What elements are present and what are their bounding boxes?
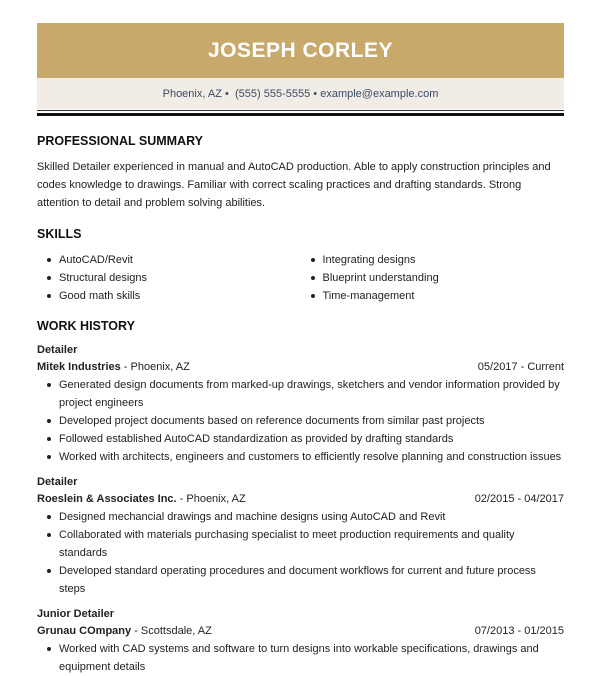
company-location: - Scottsdale, AZ	[131, 625, 212, 637]
skills-column-2	[301, 251, 565, 305]
resume-body	[37, 134, 564, 676]
skill-item: Structural designs	[37, 269, 301, 287]
candidate-name: JOSEPH CORLEY	[207, 38, 394, 62]
contact-bar	[37, 78, 564, 109]
skill-item: Good math skills	[37, 287, 301, 305]
job-title: Detailer	[37, 344, 78, 356]
contact-separator: •	[225, 87, 229, 100]
job-entry	[37, 342, 564, 466]
skills-heading: SKILLS	[37, 227, 82, 241]
job-entry	[37, 606, 564, 676]
skills-section	[37, 227, 564, 305]
company-name: Grunau COmpany	[37, 625, 132, 637]
job-bullet: Worked with architects, engineers and customers to efficiently resolve planning and construction issues	[37, 448, 564, 466]
job-dates: 02/2015 - 04/2017	[474, 493, 564, 505]
skill-item: Time-management	[301, 287, 565, 305]
job-bullet: Worked with CAD systems and software to turn designs into workable specifications, drawings and equipment details	[37, 640, 564, 676]
company-name: Mitek Industries	[37, 361, 121, 373]
divider-thin	[37, 110, 564, 111]
company-location: - Phoenix, AZ	[120, 361, 190, 373]
job-bullet: Designed mechancial drawings and machine designs using AutoCAD and Revit	[37, 508, 564, 526]
job-dates: 05/2017 - Current	[477, 361, 564, 373]
contact-separator: •	[313, 87, 318, 100]
skills-column-1	[37, 251, 301, 305]
company-location: - Phoenix, AZ	[176, 493, 246, 505]
summary-section	[37, 134, 564, 212]
contact-email[interactable]: example@example.com	[320, 87, 439, 100]
skills-list	[37, 251, 564, 305]
job-bullet: Developed standard operating procedures and document workflows for current and future process steps	[37, 562, 564, 598]
job-bullets	[37, 508, 564, 598]
skill-item: AutoCAD/Revit	[37, 251, 301, 269]
contact-phone: (555) 555-5555	[234, 87, 311, 100]
job-employer-line	[37, 359, 564, 376]
job-bullet: Generated design documents from marked-up drawings, sketchers and vendor information provided by project engineers	[37, 376, 564, 412]
job-bullet: Developed project documents based on reference documents from similar past projects	[37, 412, 564, 430]
work-heading: WORK HISTORY	[37, 319, 135, 333]
job-bullets	[37, 640, 564, 676]
divider-thick	[37, 113, 564, 116]
name-banner	[37, 23, 564, 78]
job-bullet: Collaborated with materials purchasing specialist to meet production requirements and quality standards	[37, 526, 564, 562]
summary-heading: PROFESSIONAL SUMMARY	[37, 134, 203, 148]
job-entry	[37, 474, 564, 598]
skill-item: Blueprint understanding	[301, 269, 565, 287]
summary-text: Skilled Detailer experienced in manual and AutoCAD production. Able to apply construction principles and codes knowledge to drawings. Familiar with correct scaling practices and drafting standards. Strong attention to detail and problem solving abilities.	[37, 161, 551, 209]
job-employer-line	[37, 491, 564, 508]
job-title: Junior Detailer	[37, 608, 115, 620]
company-name: Roeslein & Associates Inc.	[37, 493, 177, 505]
job-dates: 07/2013 - 01/2015	[474, 625, 564, 637]
work-section	[37, 319, 564, 676]
contact-location: Phoenix, AZ	[162, 87, 222, 100]
job-bullet: Followed established AutoCAD standardization as provided by drafting standards	[37, 430, 564, 448]
job-bullets	[37, 376, 564, 466]
job-employer-line	[37, 623, 564, 640]
job-title: Detailer	[37, 476, 78, 488]
skill-item: Integrating designs	[301, 251, 565, 269]
